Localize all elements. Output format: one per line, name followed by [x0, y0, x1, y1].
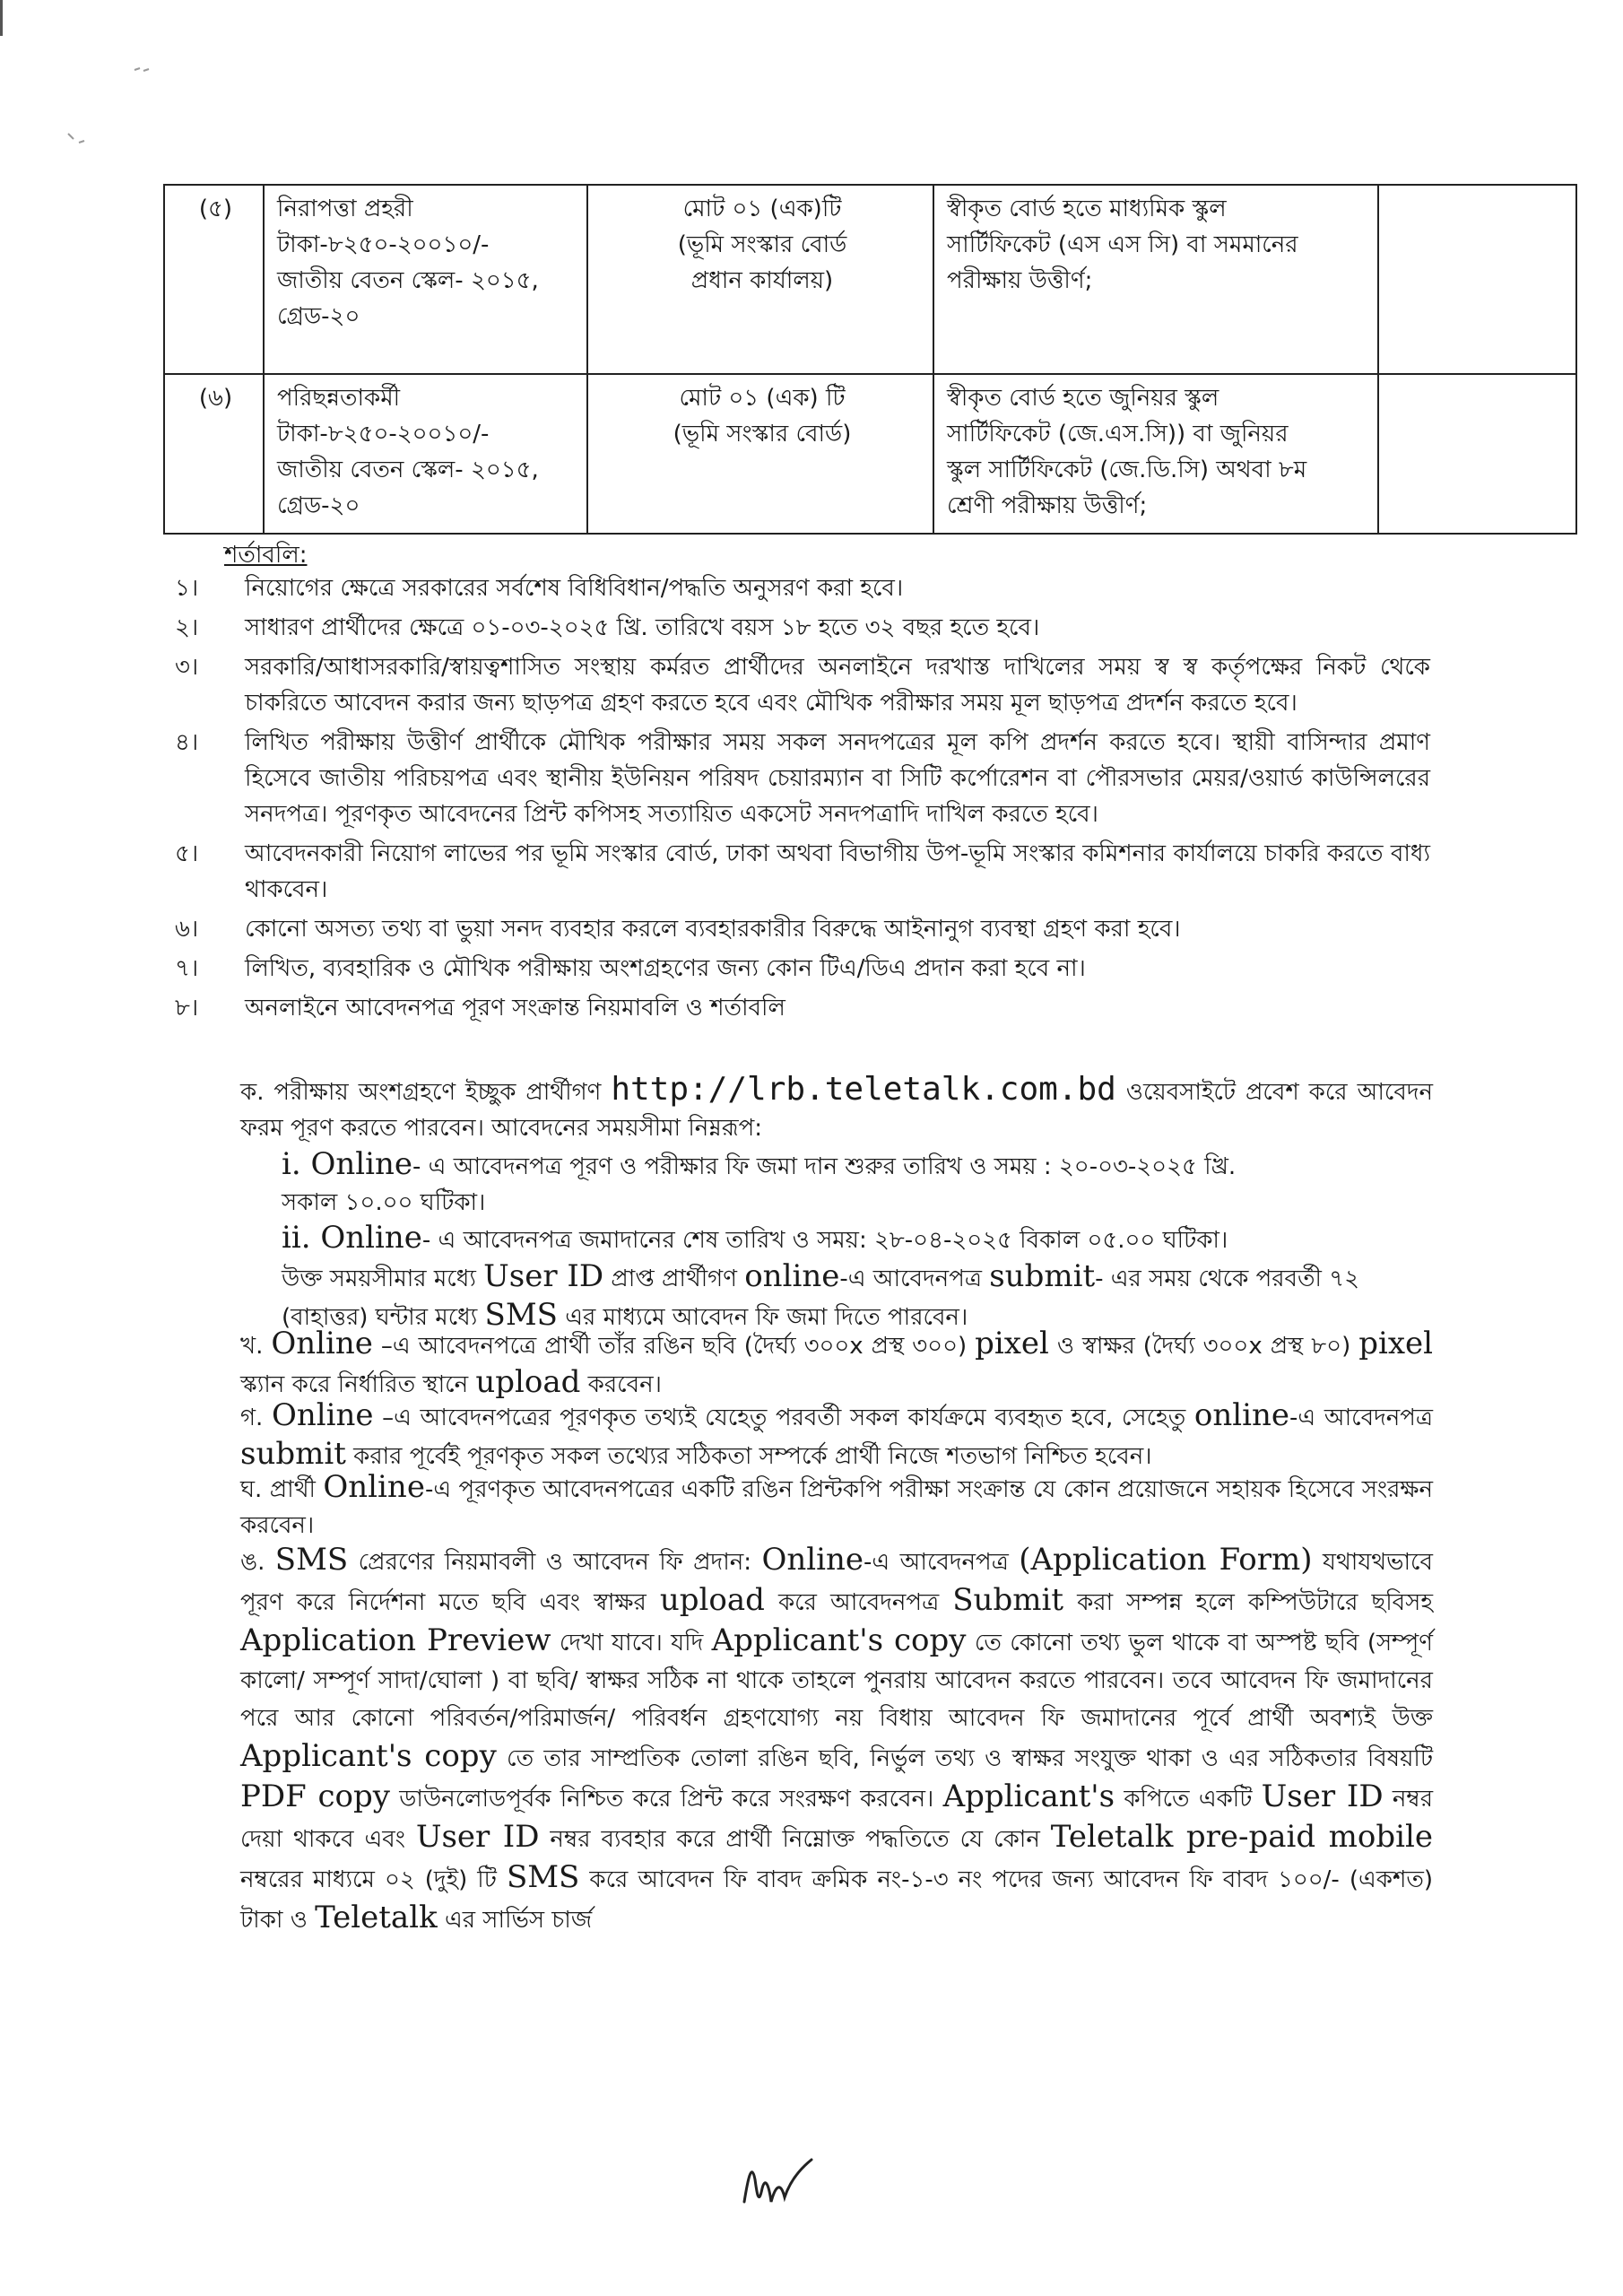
- list-item: ৩। সরকারি/আধাসরকারি/স্বায়ত্বশাসিত সংস্থায় কর্মরত প্রার্থীদের অনলাইনে দরখাস্ত দাখিলের সময় স্ব স্ব কর্তৃপক্ষের নিকট থেকে চাকরিতে আবেদন করার জন্য ছাড়পত্র গ্রহণ করতে হবে এবং মৌখিক পরীক্ষার সময় মূল ছাড়পত্র প্রদর্শন করতে হবে।: [175, 654, 1430, 717]
- post-count-cell: মোট ০১ (এক)টি (ভূমি সংস্কার বোর্ড প্রধান কার্যালয়): [587, 185, 933, 374]
- online-instruction-kha: খ. Online –এ আবেদনপত্রে প্রার্থী তাঁর রঙিন ছবি (দৈর্ঘ্য ৩০০x প্রস্থ ৩০০) pixel ও স্বাক্ষর (দৈর্ঘ্য ৩০০x প্রস্থ ৮০) pixel স্ক্যান করে নির্ধারিত স্থানে upload করবেন।: [240, 1326, 1434, 1400]
- list-item: ৮। অনলাইনে আবেদনপত্র পূরণ সংক্রান্ত নিয়মাবলি ও শর্তাবলি: [175, 995, 785, 1022]
- list-item: ২। সাধারণ প্রার্থীদের ক্ষেত্রে ০১-০৩-২০২৫ খ্রি. তারিখে বয়স ১৮ হতে ৩২ বছর হতে হবে।: [175, 614, 1040, 641]
- signature-mark: [735, 2152, 825, 2215]
- scan-speck: [65, 130, 91, 148]
- posts-table: [163, 184, 1577, 535]
- qualification-cell: স্বীকৃত বোর্ড হতে জুনিয়র স্কুল সার্টিফিকেট (জে.এস.সি)) বা জুনিয়র স্কুল সার্টিফিকেট (জে.ডি.সি) অথবা ৮ম শ্রেণী পরীক্ষায় উত্তীর্ণ;: [933, 374, 1378, 534]
- post-cell: পরিছন্নতাকর্মী টাকা-৮২৫০-২০০১০/- জাতীয় বেতন স্কেল- ২০১৫, গ্রেড-২০: [264, 374, 587, 534]
- conditions-list: [175, 570, 1430, 1030]
- website-link[interactable]: http://lrb.teletalk.com.bd: [611, 1071, 1116, 1108]
- serial-cell: (৫): [164, 185, 264, 374]
- online-instruction-gha: ঘ. প্রার্থী Online-এ পূরণকৃত আবেদনপত্রের একটি রঙিন প্রিন্টকপি পরীক্ষা সংক্রান্ত যে কোন প্রয়োজনে সহায়ক হিসেবে সংরক্ষন করবেন।: [240, 1469, 1434, 1539]
- list-item: ১। নিয়োগের ক্ষেত্রে সরকারের সর্বশেষ বিধিবিধান/পদ্ধতি অনুসরণ করা হবে।: [175, 575, 904, 602]
- list-item: ৫। আবেদনকারী নিয়োগ লাভের পর ভূমি সংস্কার বোর্ড, ঢাকা অথবা বিভাগীয় উপ-ভূমি সংস্কার কমিশনার কার্যালয়ে চাকরি করতে বাধ্য থাকবেন।: [175, 840, 1430, 903]
- online-timeline-i: i. Online- এ আবেদনপত্র পূরণ ও পরীক্ষার ফি জমা দান শুরুর তারিখ ও সময় : ২০-০৩-২০২৫ খ্রি. সকাল ১০.০০ ঘটিকা।: [282, 1146, 1237, 1216]
- list-item: ৭। লিখিত, ব্যবহারিক ও মৌখিক পরীক্ষায় অংশগ্রহণের জন্য কোন টিএ/ডিএ প্রদান করা হবে না।: [175, 955, 1086, 982]
- list-item: ৪। লিখিত পরীক্ষায় উত্তীর্ণ প্রার্থীকে মৌখিক পরীক্ষার সময় সকল সনদপত্রের মূল কপি প্রদর্শন করতে হবে। স্থায়ী বাসিন্দার প্রমাণ হিসেবে জাতীয় পরিচয়পত্র এবং স্থানীয় ইউনিয়ন পরিষদ চেয়ারম্যান বা সিটি কর্পোরেশন বা পৌরসভার মেয়র/ওয়ার্ড কাউন্সিলরের সনদপত্র। পূরণকৃত আবেদনের প্রিন্ট কপিসহ সত্যায়িত একসেট সনদপত্রাদি দাখিল করতে হবে।: [175, 729, 1430, 828]
- note-cell: [1378, 374, 1576, 534]
- post-count-cell: মোট ০১ (এক) টি (ভূমি সংস্কার বোর্ড): [587, 374, 933, 534]
- table-row: [164, 185, 1576, 374]
- post-cell: নিরাপত্তা প্রহরী টাকা-৮২৫০-২০০১০/- জাতীয় বেতন স্কেল- ২০১৫, গ্রেড-২০: [264, 185, 587, 374]
- conditions-heading: শর্তাবলি:: [224, 542, 308, 569]
- online-timeline-ii: ii. Online- এ আবেদনপত্র জমাদানের শেষ তারিখ ও সময়: ২৮-০৪-২০২৫ বিকাল ০৫.০০ ঘটিকা। উক্ত সময়সীমার মধ্যে User ID প্রাপ্ত প্রার্থীগণ online-এ আবেদনপত্র submit- এর সময় থেকে পরবর্তী ৭২ (বাহাত্তর) ঘন্টার মধ্যে SMS এর মাধ্যমে আবেদন ফি জমা দিতে পারবেন।: [282, 1220, 1360, 1333]
- scan-speck: [133, 65, 152, 74]
- serial-cell: (৬): [164, 374, 264, 534]
- scan-edge-mark: [0, 0, 3, 36]
- qualification-cell: স্বীকৃত বোর্ড হতে মাধ্যমিক স্কুল সার্টিফিকেট (এস এস সি) বা সমমানের পরীক্ষায় উত্তীর্ণ;: [933, 185, 1378, 374]
- table-row: [164, 374, 1576, 534]
- online-instruction-ga: গ. Online –এ আবেদনপত্রের পূরণকৃত তথ্যই যেহেতু পরবর্তী সকল কার্যক্রমে ব্যবহৃত হবে, সেহেতু online-এ আবেদনপত্র submit করার পূর্বেই পূরণকৃত সকল তথ্যের সঠিকতা সম্পর্কে প্রার্থী নিজে শতভাগ নিশ্চিত হবেন।: [240, 1397, 1433, 1472]
- sms-instruction-nga: ঙ. SMS প্রেরণের নিয়মাবলী ও আবেদন ফি প্রদান: Online-এ আবেদনপত্র (Application Form) যথাযথভাবে পূরণ করে নির্দেশনা মতে ছবি এবং স্বাক্ষর upload করে আবেদনপত্র Submit করা সম্পন্ন হলে কম্পিউটারে ছবিসহ Application Preview দেখা যাবে। যদি Applicant's copy তে কোনো তথ্য ভুল থাকে বা অস্পষ্ট ছবি (সম্পূর্ণ কালো/ সম্পূর্ণ সাদা/ঘোলা ) বা ছবি/ স্বাক্ষর সঠিক না থাকে তাহলে পুনরায় আবেদন করতে পারবেন। তবে আবেদন ফি জমাদানের পরে আর কোনো পরিবর্তন/পরিমার্জন/ পরিবর্ধন গ্রহণযোগ্য নয় বিধায় আবেদন ফি জমাদানের পূর্বে প্রার্থী অবশ্যই উক্ত Applicant's copy তে তার সাম্প্রতিক তোলা রঙিন ছবি, নির্ভুল তথ্য ও স্বাক্ষর সংযুক্ত থাকা ও এর সঠিকতার বিষয়টি PDF copy ডাউনলোডপূর্বক নিশ্চিত করে প্রিন্ট করে সংরক্ষণ করবেন। Applicant's কপিতে একটি User ID নম্বর দেয়া থাকবে এবং User ID নম্বর ব্যবহার করে প্রার্থী নিম্নোক্ত পদ্ধতিতে যে কোন Teletalk pre-paid mobile নম্বরের মাধ্যমে ০২ (দুই) টি SMS করে আবেদন ফি বাবদ ক্রমিক নং-১-৩ নং পদের জন্য আবেদন ফি বাবদ ১০০/- (একশত) টাকা ও Teletalk এর সার্ভিস চার্জ: [240, 1542, 1433, 1935]
- online-instruction-ka: ক. পরীক্ষায় অংশগ্রহণে ইচ্ছুক প্রার্থীগণ http://lrb.teletalk.com.bd ওয়েবসাইটে প্রবেশ করে আবেদন ফরম পূরণ করতে পারবেন। আবেদনের সময়সীমা নিম্নরূপ:: [240, 1071, 1434, 1142]
- note-cell: [1378, 185, 1576, 374]
- list-item: ৬। কোনো অসত্য তথ্য বা ভুয়া সনদ ব্যবহার করলে ব্যবহারকারীর বিরুদ্ধে আইনানুগ ব্যবস্থা গ্রহণ করা হবে।: [175, 916, 1181, 943]
